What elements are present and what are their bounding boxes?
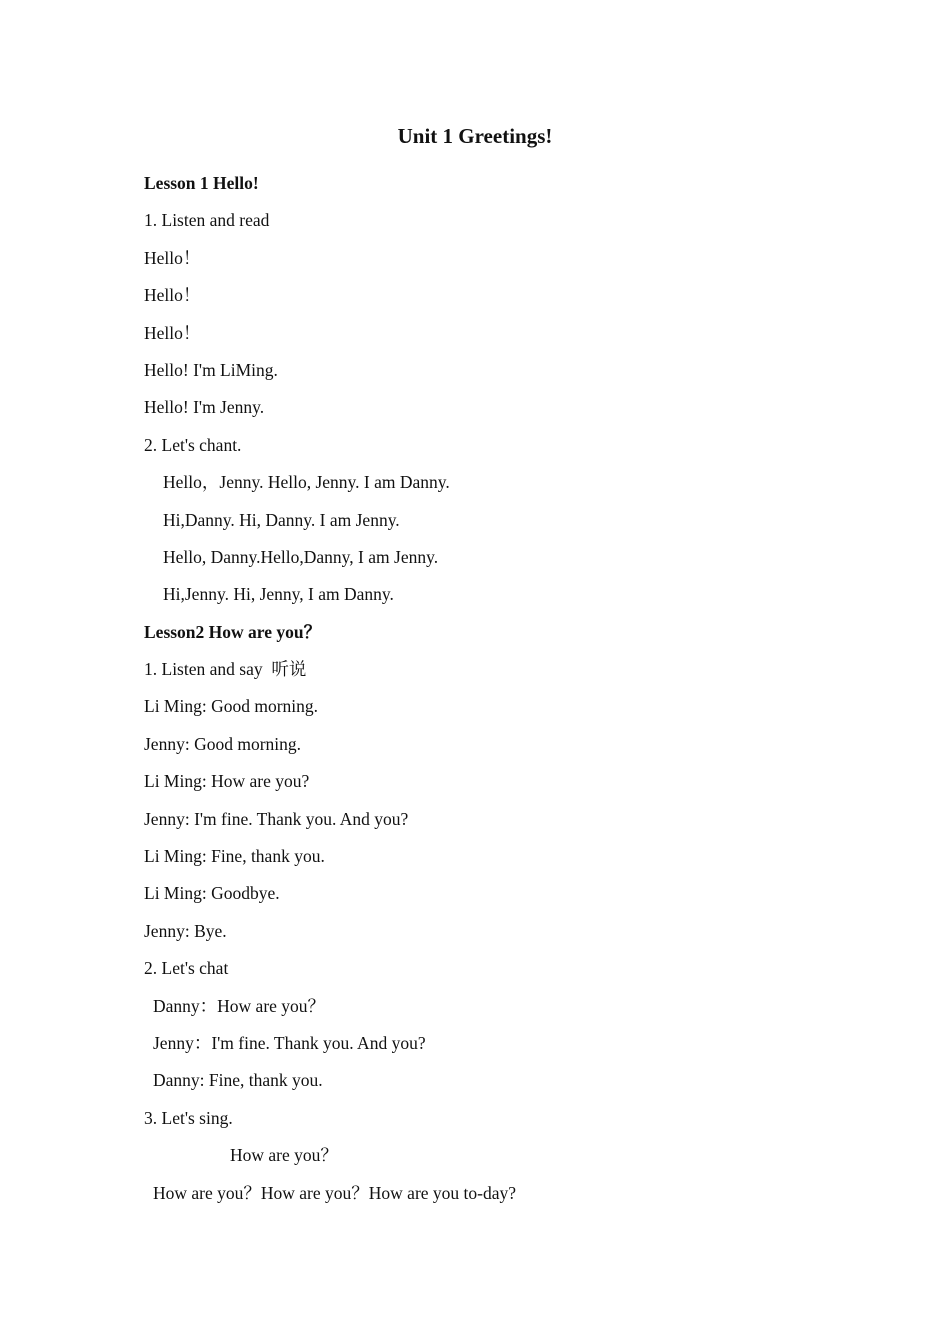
document-title: Unit 1 Greetings!: [397, 124, 553, 148]
dialogue-line: Jenny: I'm fine. Thank you. And you?: [144, 808, 409, 829]
document-body: [144, 170, 864, 1217]
song-line: How are you？How are you？How are you to-day?: [153, 1182, 517, 1203]
text-line: Hello！: [144, 247, 201, 268]
dialogue-line: Jenny: Good morning.: [144, 733, 302, 754]
lesson-1-heading: Lesson 1 Hello!: [144, 173, 259, 193]
section-heading: 1. Listen and say 听说: [144, 659, 307, 680]
dialogue-line: Li Ming: Fine, thank you.: [144, 846, 325, 867]
text-line: Hello! I'm LiMing.: [144, 359, 278, 380]
chat-line: Jenny：I'm fine. Thank you. And you?: [153, 1032, 426, 1053]
text-line: Hello！: [144, 322, 201, 343]
song-title: How are you？: [230, 1145, 338, 1166]
text-line: Hello! I'm Jenny.: [144, 397, 265, 418]
chant-line: Hello，Jenny. Hello, Jenny. I am Danny.: [163, 472, 450, 493]
text-line: Hello！: [144, 285, 201, 306]
chant-line: Hello, Danny.Hello,Danny, I am Jenny.: [163, 546, 439, 567]
section-heading: 2. Let's chant.: [144, 434, 242, 455]
dialogue-line: Li Ming: Goodbye.: [144, 883, 280, 904]
chant-line: Hi,Jenny. Hi, Jenny, I am Danny.: [163, 584, 394, 605]
dialogue-line: Li Ming: How are you?: [144, 771, 310, 792]
chant-line: Hi,Danny. Hi, Danny. I am Jenny.: [163, 509, 400, 530]
chat-line: Danny：How are you？: [153, 995, 326, 1016]
dialogue-line: Jenny: Bye.: [144, 920, 227, 941]
section-heading: 1. Listen and read: [144, 210, 270, 231]
section-heading: 3. Let's sing.: [144, 1107, 233, 1128]
dialogue-line: Li Ming: Good morning.: [144, 696, 319, 717]
chat-line: Danny: Fine, thank you.: [153, 1070, 323, 1091]
section-heading: 2. Let's chat: [144, 958, 229, 979]
lesson-2-heading: Lesson2 How are you？: [144, 621, 322, 642]
